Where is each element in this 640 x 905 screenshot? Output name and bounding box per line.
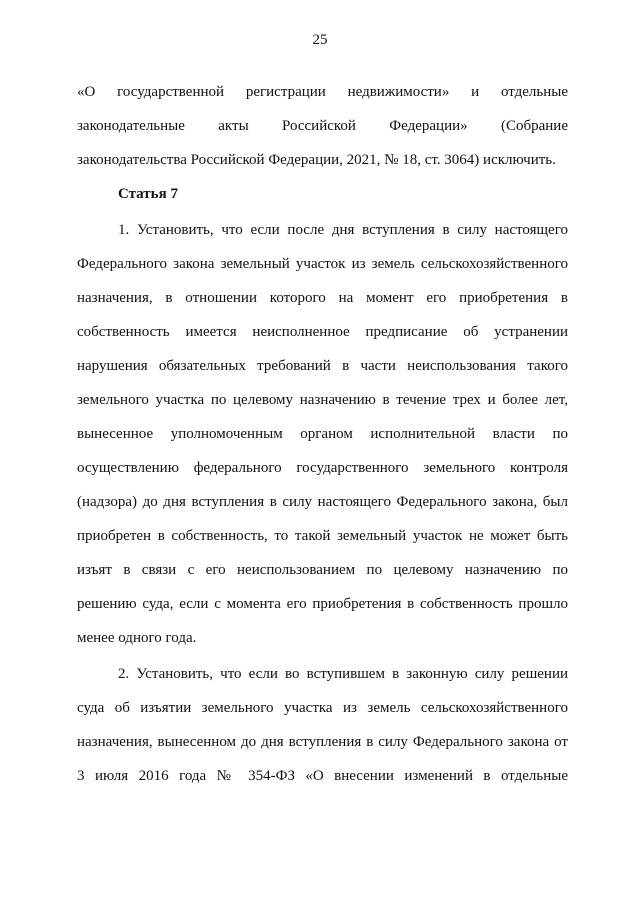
article-heading: Статья 7 bbox=[118, 186, 178, 202]
text-line: (надзора) до дня вступления в силу настоящего Федерального закона, был bbox=[77, 494, 568, 510]
text-line: осуществлению федерального государственного земельного контроля bbox=[77, 460, 568, 476]
text-line: «О государственной регистрации недвижимости» и отдельные bbox=[77, 84, 568, 100]
page-number: 25 bbox=[312, 32, 328, 48]
text-line: менее одного года. bbox=[77, 630, 197, 646]
text-line: назначения, вынесенном до дня вступления в силу Федерального закона от bbox=[77, 734, 568, 750]
text-line: 3 июля 2016 года № 354-ФЗ «О внесении изменений в отдельные bbox=[77, 768, 568, 784]
text-line: Федерального закона земельный участок из земель сельскохозяйственного bbox=[77, 256, 568, 272]
text-line: нарушения обязательных требований в части неиспользования такого bbox=[77, 358, 568, 374]
article-paragraph-1 bbox=[77, 213, 568, 655]
text-line: приобретен в собственность, то такой земельный участок не может быть bbox=[77, 528, 568, 544]
text-line: суда об изъятии земельного участка из земель сельскохозяйственного bbox=[77, 700, 568, 716]
text-line: назначения, в отношении которого на момент его приобретения в bbox=[77, 290, 568, 306]
text-line: законодательные акты Российской Федерации» (Собрание bbox=[77, 118, 568, 134]
text-line: собственность имеется неисполненное предписание об устранении bbox=[77, 324, 568, 340]
text-line: земельного участка по целевому назначению в течение трех и более лет, bbox=[77, 392, 568, 408]
text-line: решению суда, если с момента его приобретения в собственность прошло bbox=[77, 596, 568, 612]
article-paragraph-2 bbox=[77, 657, 568, 793]
text-line: 2. Установить, что если во вступившем в законную силу решении bbox=[118, 666, 568, 682]
continuation-paragraph bbox=[77, 75, 568, 177]
text-line: вынесенное уполномоченным органом исполнительной власти по bbox=[77, 426, 568, 442]
text-line: 1. Установить, что если после дня вступления в силу настоящего bbox=[118, 222, 568, 238]
text-line: законодательства Российской Федерации, 2021, № 18, ст. 3064) исключить. bbox=[77, 152, 556, 168]
text-line: изъят в связи с его неиспользованием по целевому назначению по bbox=[77, 562, 568, 578]
page-body bbox=[77, 75, 568, 793]
